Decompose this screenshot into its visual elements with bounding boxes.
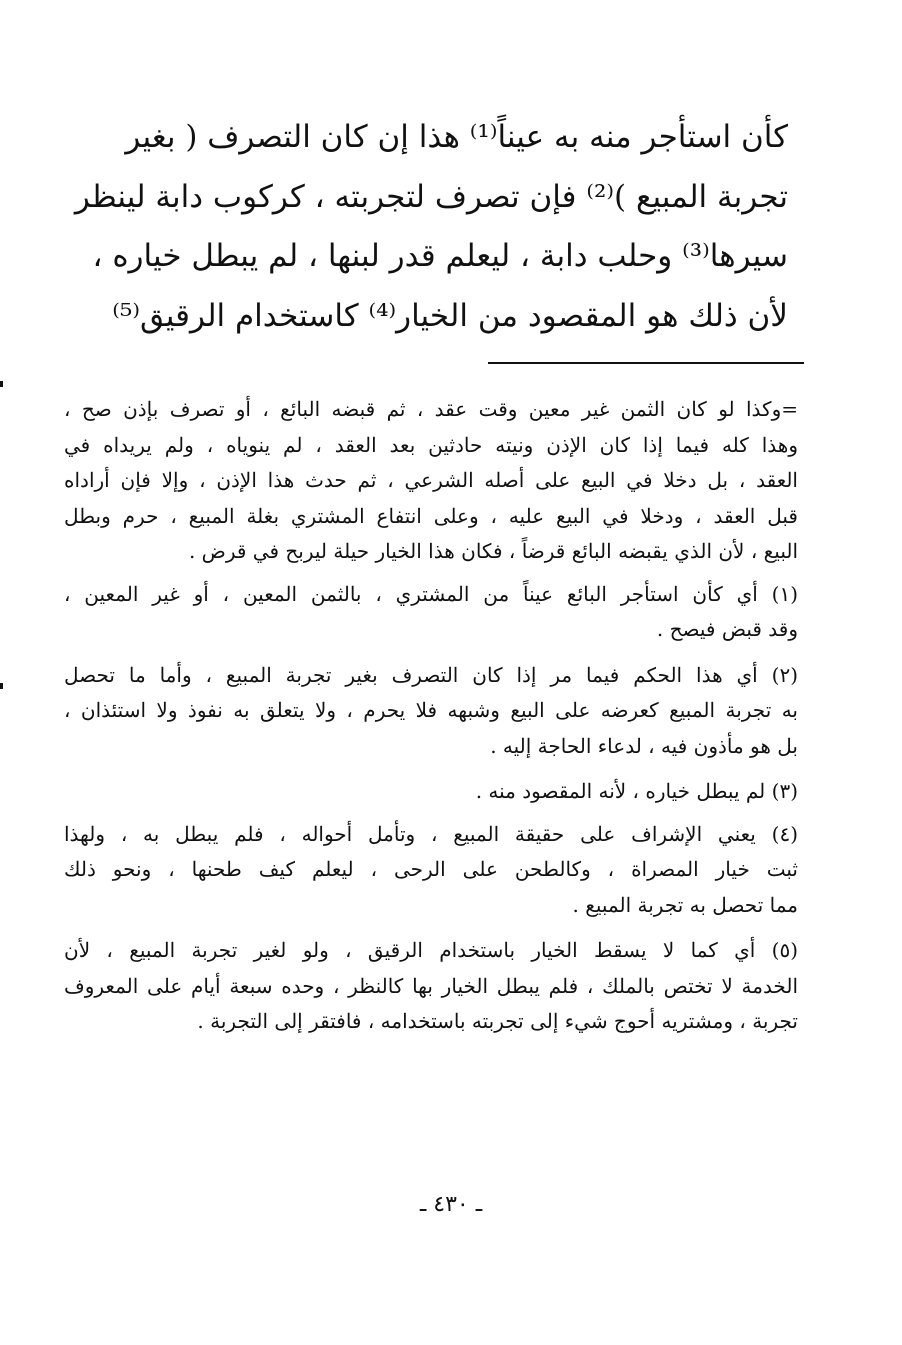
footnote-line: وهذا كله فيما إذا كان الإذن ونيته حادثين بعد العقد ، لم ينوياه ، ولم يريداه في [64, 432, 798, 457]
footnote-line: تجربة ، ومشتريه أحوج شيء إلى تجربته باستخدامه ، فافتقر إلى التجربة . [197, 1009, 798, 1033]
main-text [68, 108, 788, 346]
footnote-line: وقد قبض فيصح . [656, 617, 798, 641]
footnote-line: (١) أي كأن استأجر البائع عيناً من المشتري ، بالثمن المعين ، أو غير المعين ، [64, 581, 798, 606]
footnote-line: بل هو مأذون فيه ، لدعاء الحاجة إليه . [490, 733, 798, 758]
margin-mark [0, 683, 3, 689]
footnote-separator [488, 362, 804, 364]
footnote-line: (٥) أي كما لا يسقط الخيار باستخدام الرقيق ، ولو لغير تجربة المبيع ، لأن [64, 938, 798, 962]
footnote-line: =وكذا لو كان الثمن غير معين وقت عقد ، ثم قبضه البائع ، أو تصرف بإذن صح ، [64, 397, 798, 421]
footnote-5 [64, 933, 798, 1040]
main-text-line: لأن ذلك هو المقصود من الخيار⁽⁴⁾ كاستخدام الرقيق⁽⁵⁾ [112, 297, 788, 334]
footnote-line: به تجربة المبيع كعرضه على البيع وشبهه فلا يحرم ، ولا يتعلق به نفوذ ولا استئذان ، [64, 698, 798, 722]
footnote-continuation [64, 392, 798, 570]
margin-mark [0, 381, 3, 387]
footnote-3 [64, 774, 798, 810]
footnote-2 [64, 658, 798, 765]
footnote-line: العقد ، بل دخلا في البيع على أصله الشرعي ، ثم حدث هذا الإذن ، وإلا فإن أراداه [64, 468, 798, 492]
footnote-line: ثبت خيار المصراة ، وكالطحن على الرحى ، ليعلم كيف طحنها ، ونحو ذلك [64, 857, 798, 881]
footnote-line: مما تحصل به تجربة المبيع . [572, 892, 798, 917]
main-text-line: سيرها⁽³⁾ وحلب دابة ، ليعلم قدر لبنها ، لم يبطل خياره ، [92, 238, 788, 274]
main-text-line: كأن استأجر منه به عيناً⁽¹⁾ هذا إن كان التصرف ( بغير [125, 119, 788, 155]
footnote-line: قبل العقد ، ودخلا في البيع عليه ، وعلى انتفاع المشتري بغلة المبيع ، حرم وبطل [64, 503, 798, 528]
footnote-4 [64, 817, 798, 924]
page-number: ـ ٤٣٠ ـ [419, 1192, 483, 1217]
footnotes [64, 392, 798, 1040]
footnote-line: (٣) لم يبطل خياره ، لأنه المقصود منه . [475, 779, 798, 803]
footnote-line: الخدمة لا تختص بالملك ، فلم يبطل الخيار بها كالنظر ، وحده سبعة أيام على المعروف [64, 973, 798, 998]
footnote-1 [64, 577, 798, 648]
footnote-line: (٤) يعني الإشراف على حقيقة المبيع ، وتأمل أحواله ، فلم يبطل به ، ولهذا [64, 821, 798, 846]
footnote-line: (٢) أي هذا الحكم فيما مر إذا كان التصرف بغير تجربة المبيع ، وأما ما تحصل [64, 662, 798, 687]
footnote-line: البيع ، لأن الذي يقبضه البائع قرضاً ، فكان هذا الخيار حيلة ليربح في قرض . [188, 539, 798, 563]
main-text-line: تجربة المبيع )⁽²⁾ فإن تصرف لتجربته ، كركوب دابة لينظر [74, 178, 788, 215]
